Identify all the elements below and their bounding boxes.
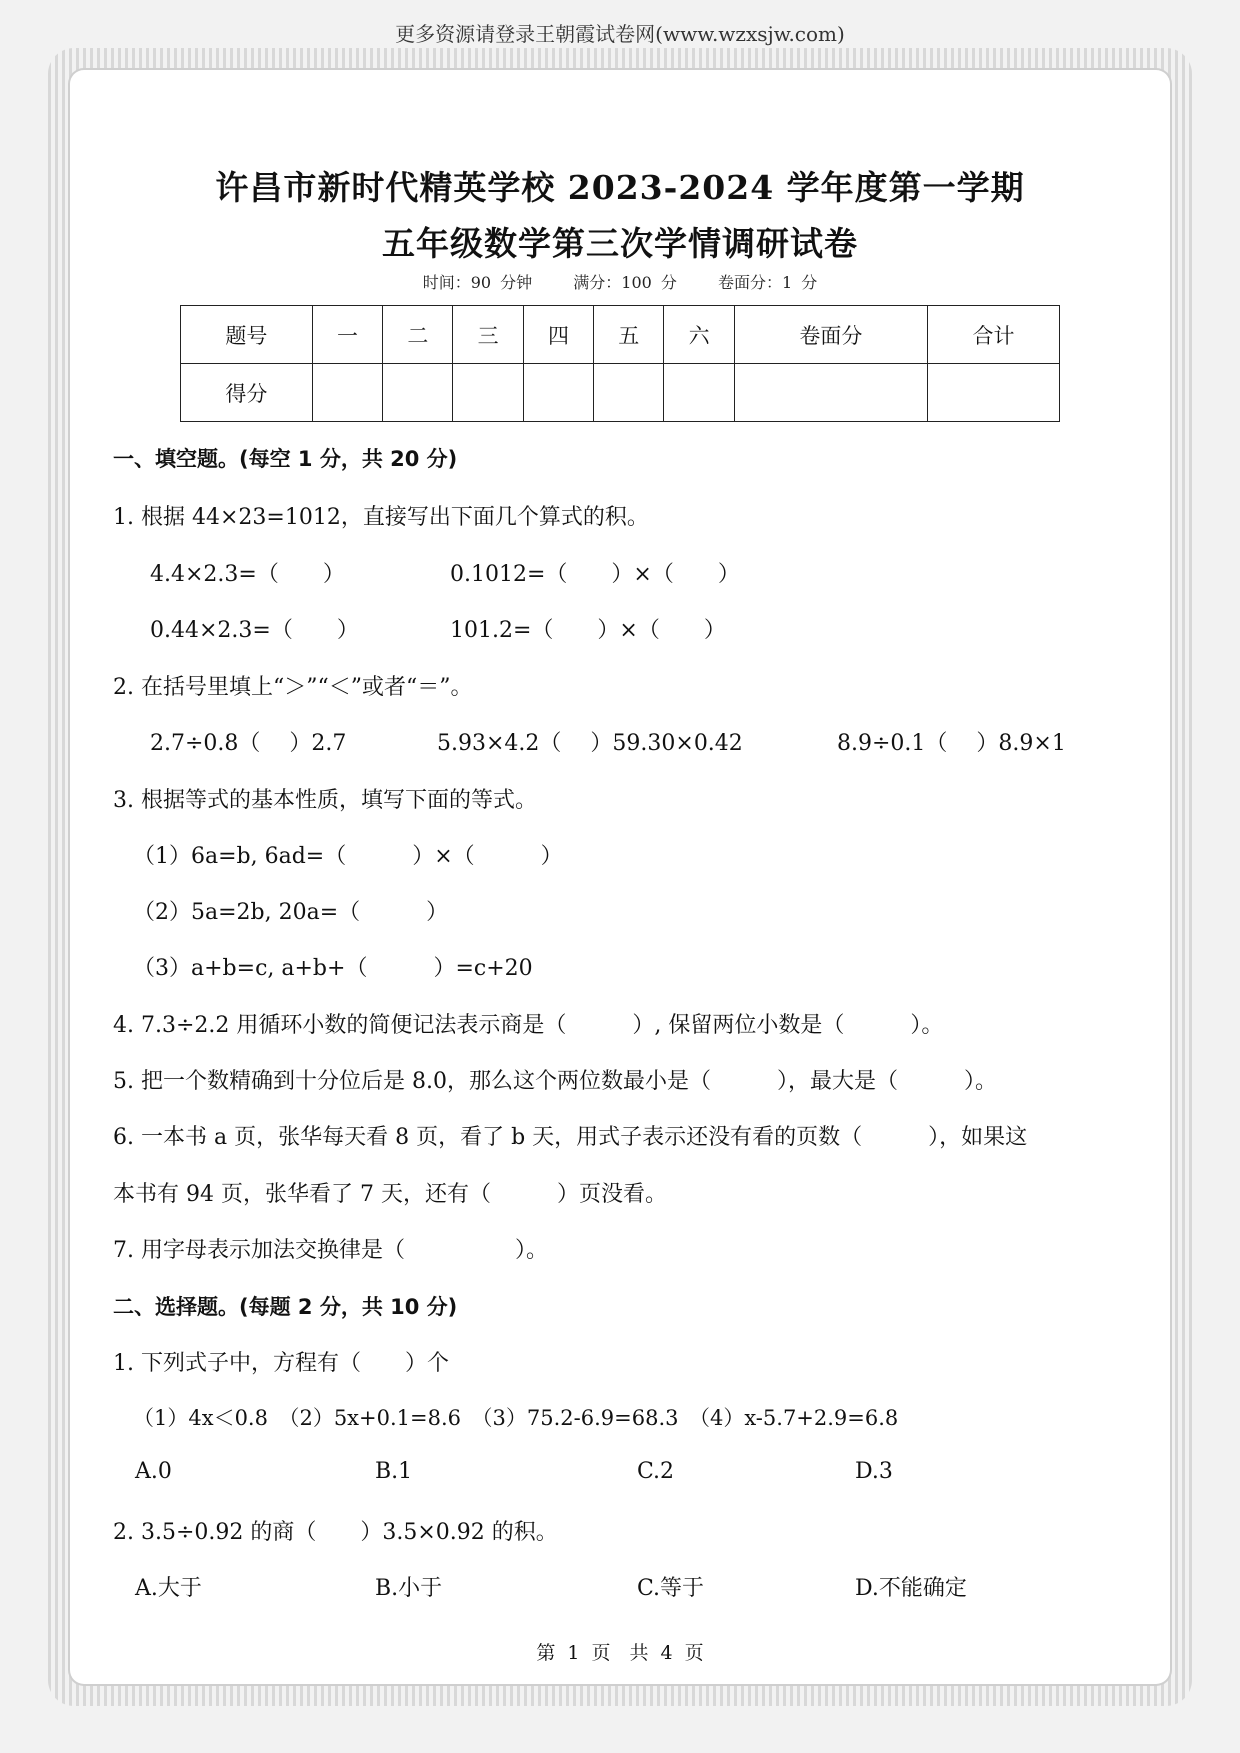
choice-option-b[interactable]: B.小于 [375, 1576, 443, 1601]
header-cell: 五 [594, 306, 664, 364]
header-cell: 六 [664, 306, 734, 364]
question-2: 2. 在括号里填上“＞”“＜”或者“＝”。 [113, 675, 473, 700]
score-table-header [181, 306, 1060, 364]
header-cell: 三 [453, 306, 523, 364]
choice-question-1: 1. 下列式子中，方程有（ ）个 [113, 1351, 449, 1376]
section1-heading: 一、填空题。(每空 1 分，共 20 分) [113, 447, 458, 471]
question-3: 3. 根据等式的基本性质，填写下面的等式。 [113, 788, 537, 813]
question-1d: 101.2=（ ）×（ ） [450, 618, 726, 643]
score-cell[interactable] [523, 364, 593, 422]
question-5: 5. 把一个数精确到十分位后是 8.0，那么这个两位数最小是（ ），最大是（ ）。 [113, 1069, 997, 1094]
choice-question-1-items: （1）4x＜0.8 （2）5x+0.1=8.6 （3）75.2-6.9=68.3 （4）x-5.7+2.9=6.8 [133, 1406, 899, 1430]
exam-meta [0, 270, 1240, 293]
question-2b: 5.93×4.2（ ）59.30×0.42 [437, 731, 743, 756]
score-cell[interactable] [928, 364, 1060, 422]
question-6-cont: 本书有 94 页，张华看了 7 天，还有（ ）页没看。 [113, 1182, 667, 1207]
score-cell[interactable] [383, 364, 453, 422]
score-cell[interactable] [453, 364, 523, 422]
choice-option-c[interactable]: C.2 [637, 1459, 675, 1484]
question-3-3: （3）a+b=c, a+b+（ ）=c+20 [133, 956, 533, 981]
header-cell: 题号 [181, 306, 313, 364]
question-1c: 0.44×2.3=（ ） [150, 618, 359, 643]
question-4: 4. 7.3÷2.2 用循环小数的简便记法表示商是（ ）, 保留两位小数是（ ）。 [113, 1013, 944, 1038]
header-cell: 卷面分 [734, 306, 927, 364]
top-banner: 更多资源请登录王朝霞试卷网(www.wzxsjw.com) [395, 22, 845, 46]
header-cell: 四 [523, 306, 593, 364]
choice-option-d[interactable]: D.3 [855, 1459, 893, 1484]
header-cell: 合计 [928, 306, 1060, 364]
time-limit: 时间：90 分钟 [422, 273, 533, 292]
question-7: 7. 用字母表示加法交换律是（ ）。 [113, 1238, 548, 1263]
choice-option-a[interactable]: A.大于 [135, 1576, 202, 1601]
row-label: 得分 [181, 364, 313, 422]
header-cell: 二 [383, 306, 453, 364]
score-cell[interactable] [734, 364, 927, 422]
choice-question-2: 2. 3.5÷0.92 的商（ ）3.5×0.92 的积。 [113, 1520, 558, 1545]
choice-option-b[interactable]: B.1 [375, 1459, 413, 1484]
score-cell[interactable] [594, 364, 664, 422]
score-table-row [181, 364, 1060, 422]
question-2a: 2.7÷0.8（ ）2.7 [150, 731, 347, 756]
neatness-score: 卷面分：1 分 [718, 273, 818, 292]
question-6: 6. 一本书 a 页，张华每天看 8 页，看了 b 天，用式子表示还没有看的页数（ ），如果这 [113, 1125, 1028, 1150]
choice-option-a[interactable]: A.0 [135, 1459, 172, 1484]
choice-option-c[interactable]: C.等于 [637, 1576, 705, 1601]
question-3-2: （2）5a=2b, 20a=（ ） [133, 900, 449, 925]
page-number: 第 1 页 共 4 页 [536, 1642, 704, 1664]
score-cell[interactable] [312, 364, 382, 422]
question-1: 1. 根据 44×23=1012，直接写出下面几个算式的积。 [113, 505, 649, 530]
score-table [180, 305, 1060, 422]
question-2c: 8.9÷0.1（ ）8.9×1 [837, 731, 1066, 756]
question-1a: 4.4×2.3=（ ） [150, 562, 345, 587]
score-cell[interactable] [664, 364, 734, 422]
header-cell: 一 [312, 306, 382, 364]
question-1b: 0.1012=（ ）×（ ） [450, 562, 740, 587]
exam-title: 许昌市新时代精英学校 2023-2024 学年度第一学期 [215, 168, 1025, 207]
section2-heading: 二、选择题。(每题 2 分，共 10 分) [113, 1295, 458, 1319]
choice-option-d[interactable]: D.不能确定 [855, 1576, 967, 1601]
exam-subtitle: 五年级数学第三次学情调研试卷 [382, 224, 858, 263]
full-score: 满分：100 分 [573, 273, 677, 292]
question-3-1: （1）6a=b, 6ad=（ ）×（ ） [133, 844, 563, 869]
